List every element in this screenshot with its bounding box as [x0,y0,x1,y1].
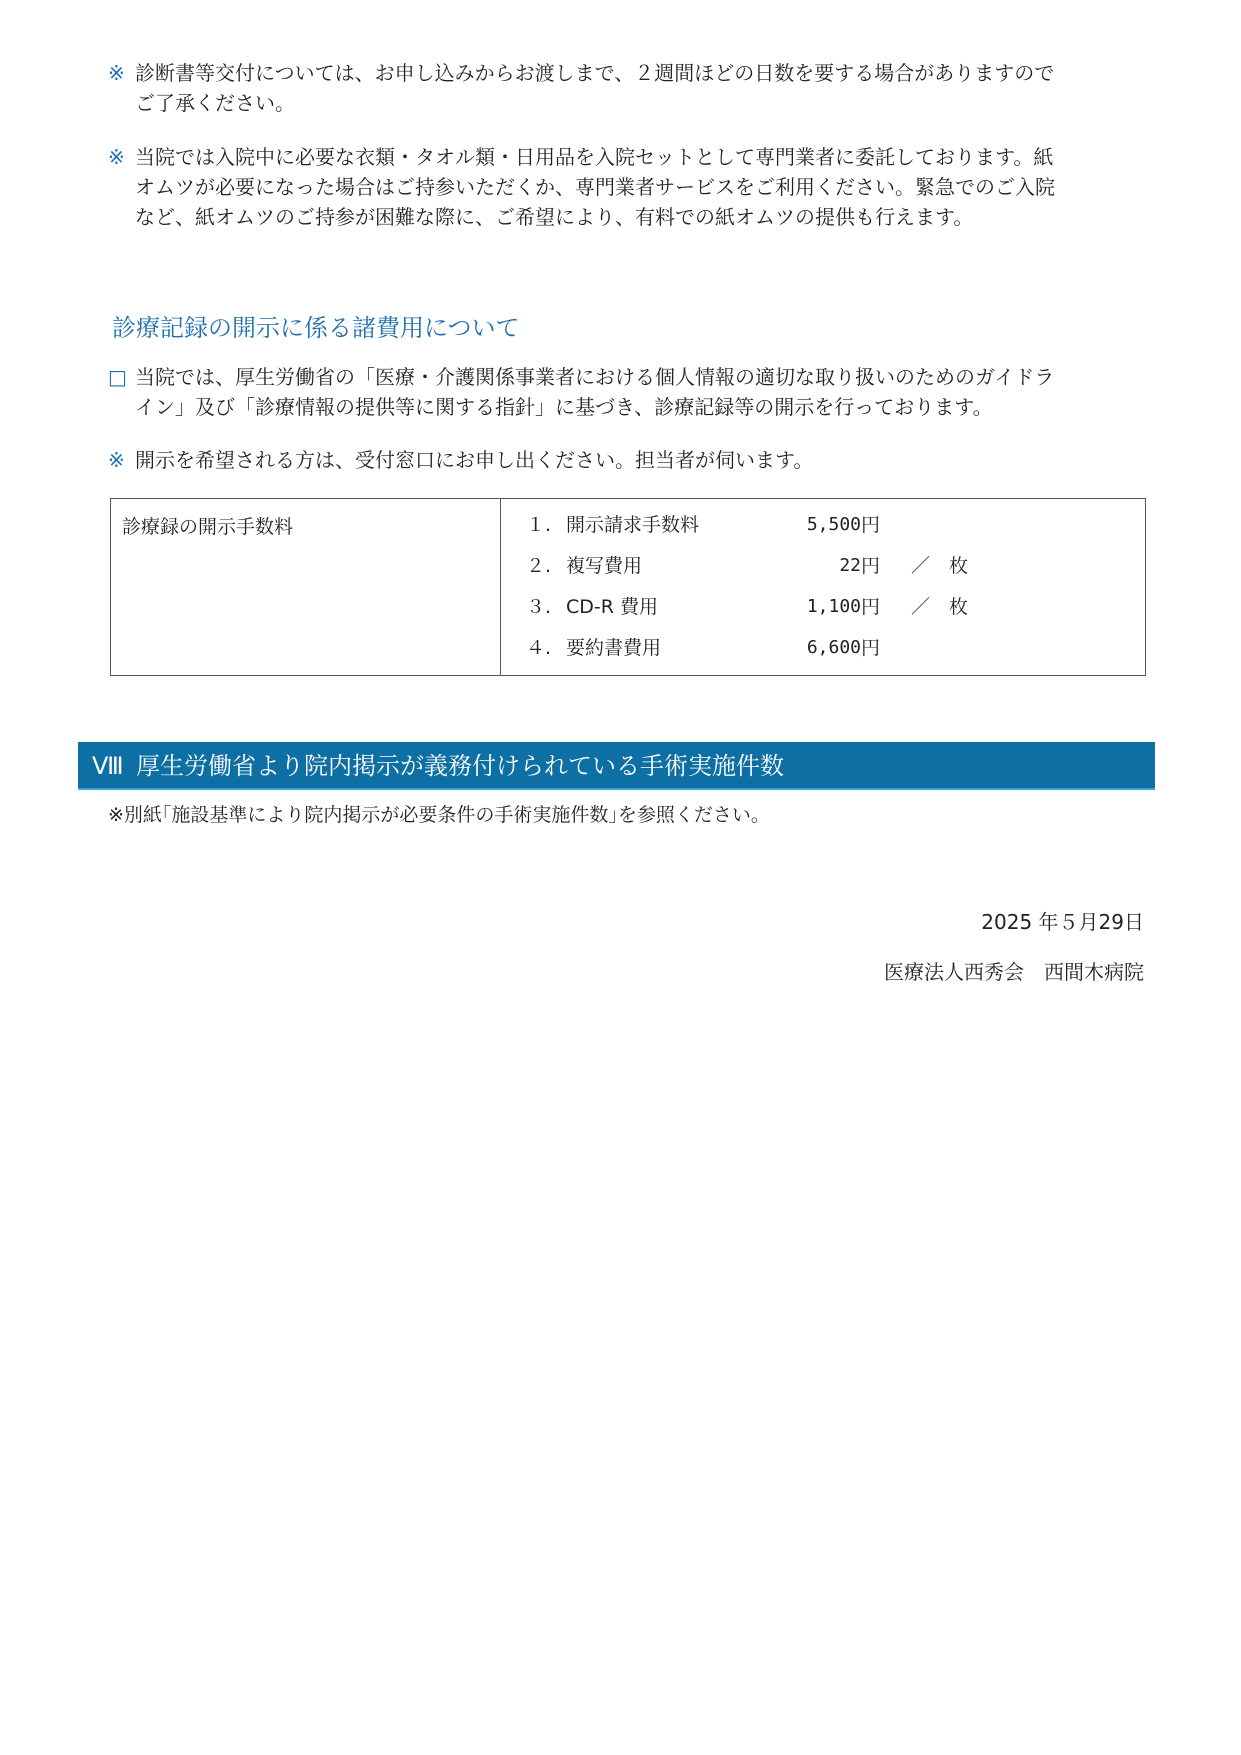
fee-row-name: 開示請求手数料 [566,514,700,536]
policy-line: 当院では、厚生労働省の「医療・介護関係事業者における個人情報の適切な取り扱いのためのガイドラ [135,365,1055,389]
request-note-text: 開示を希望される方は、受付窓口にお申し出ください。担当者が伺います。 [135,448,814,472]
checkbox-square-icon: □ [108,365,127,389]
note-line: 診断書等交付については、お申し込みからお渡しまで、２週間ほどの日数を要する場合がありますので [135,61,1055,85]
note-line: 当院では入院中に必要な衣類・タオル類・日用品を入院セットとして専門業者に委託しております。紙 [135,145,1054,169]
fee-row [516,510,1136,540]
fee-row-unit: 円 [861,555,881,577]
note-certificate-issuance [108,58,1168,118]
section-number: Ⅷ [92,752,124,780]
fee-table [110,498,1146,676]
request-note [108,445,1168,475]
policy-line: イン」及び「診療情報の提供等に関する指針」に基づき、診療記録等の開示を行っております。 [135,395,993,419]
fee-table-label: 診療録の開示手数料 [122,516,294,538]
fee-row-unit: 円 [861,596,881,618]
fee-row [516,551,1136,581]
note-mark: ※ [108,448,125,472]
note-mark: ※ [108,145,125,169]
section-title: 厚生労働省より院内掲示が義務付けられている手術実施件数 [136,752,784,780]
fee-row-amount: 22 [839,555,861,576]
fee-row-unit: 円 [861,514,881,536]
fee-row [516,592,1136,622]
fee-row-unit: 円 [861,637,881,659]
fee-row-per: ／ 枚 [911,596,969,618]
note-line: など、紙オムツのご持参が困難な際に、ご希望により、有料での紙オムツの提供も行えます。 [135,205,974,229]
fee-row-name: CD-R 費用 [566,596,658,618]
fee-row-amount: 5,500 [806,514,861,535]
table-divider [500,499,501,675]
fee-row-number: ２. [526,555,552,577]
fee-row-name: 要約書費用 [566,637,662,659]
fee-row-amount: 6,600 [806,637,861,658]
organization-name: 医療法人西秀会 西間木病院 [884,960,1144,984]
fee-row-name: 複写費用 [566,555,643,577]
fee-row-number: ４. [526,637,552,659]
fee-row [516,633,1136,663]
document-date: 2025 年５月29日 [981,910,1144,934]
fee-row-per: ／ 枚 [911,555,969,577]
section-8-header [78,742,1155,790]
note-admission-set [108,142,1168,232]
note-line: ご了承ください。 [135,91,295,115]
disclosure-policy [108,362,1168,422]
disclosure-heading: 診療記録の開示に係る諸費用について [112,314,520,342]
fee-row-number: ３. [526,596,552,618]
note-mark: ※ [108,61,125,85]
section-8-note: ※別紙｢施設基準により院内掲示が必要条件の手術実施件数｣を参照ください。 [108,804,770,826]
fee-row-number: １. [526,514,552,536]
fee-row-amount: 1,100 [806,596,861,617]
note-line: オムツが必要になった場合はご持参いただくか、専門業者サービスをご利用ください。緊急でのご入院 [135,175,1055,199]
